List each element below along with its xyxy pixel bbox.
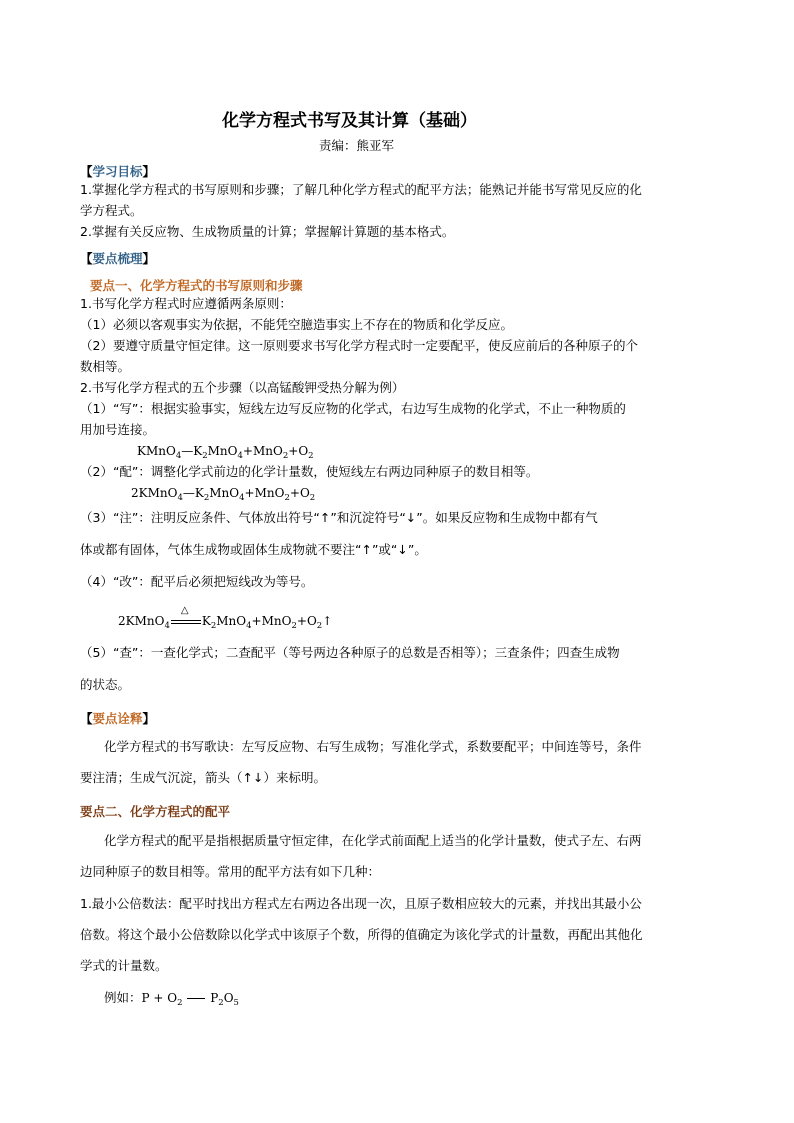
points-heading: 【要点梳理】 [80, 251, 156, 266]
step-3: （3）“注”：注明反应条件、气体放出符号“↑”和沉淀符号“↓”。如果反应物和生成物中都有气 [80, 510, 598, 525]
goals-line-1: 1.掌握化学方程式的书写原则和步骤；了解几种化学方程式的配平方法；能熟记并能书写常见反应的化 [80, 182, 642, 197]
explain-line-1: 化学方程式的书写歌诀：左写反应物、右写生成物；写准化学式，系数要配平；中间连等号，条件 [104, 739, 642, 754]
step-1: （1）“写”：根据实验事实，短线左边写反应物的化学式，右边写生成物的化学式，不止一种物质的 [80, 401, 626, 416]
step-3-cont: 体或都有固体，气体生成物或固体生成物就不要注“↑”或“↓”。 [80, 542, 427, 557]
goals-line-3: 2.掌握有关反应物、生成物质量的计算；掌握解计算题的基本格式。 [80, 224, 455, 239]
steps-intro: 2.书写化学方程式的五个步骤（以高锰酸钾受热分解为例） [80, 380, 405, 395]
explain-heading: 【要点诠释】 [80, 711, 156, 726]
goals-line-2: 学方程式。 [80, 203, 143, 218]
editor-line: 责编：熊亚军 [319, 138, 395, 153]
step-1-cont: 用加号连接。 [80, 422, 156, 437]
heat-symbol: △ [180, 604, 189, 616]
equals-sign [171, 604, 201, 628]
balance-line-3: 1.最小公倍数法：配平时找出方程式左右两边各出现一次，且原子数相应较大的元素，并找出其最小公 [80, 896, 642, 911]
points-label: 要点梳理 [92, 251, 143, 266]
goals-label: 学习目标 [92, 164, 143, 179]
principle-2: （2）要遵守质量守恒定律。这一原则要求书写化学方程式时一定要配平，使反应前后的各种原子的个 [80, 338, 638, 353]
balance-line-2: 边同种原子的数目相等。常用的配平方法有如下几种： [80, 864, 381, 879]
section-heading-2: 要点二、化学方程式的配平 [80, 804, 231, 819]
explain-line-2: 要注清；生成气沉淀，箭头（↑↓）来标明。 [80, 770, 326, 785]
balance-line-1: 化学方程式的配平是指根据质量守恒定律，在化学式前面配上适当的化学计量数，使式子左、右两 [104, 833, 642, 848]
principle-1: （1）必须以客观事实为依据，不能凭空臆造事实上不存在的物质和化学反应。 [80, 317, 513, 332]
example-line [104, 990, 239, 1008]
formula-write: $KMnO_4—K_2MnO_4+MnO_2+O_2$ [137, 444, 314, 461]
gas-arrow: ↑ [322, 614, 333, 628]
goals-heading: 【学习目标】 [80, 164, 156, 179]
page-title: 化学方程式书写及其计算（基础） [222, 111, 477, 131]
step-5-cont: 的状态。 [80, 677, 131, 692]
step-2: （2）“配”：调整化学式前边的化学计量数，使短线左右两边同种原子的数目相等。 [80, 464, 539, 479]
formula-final: 2KMnO$_4$ △ $K_2MnO_4+MnO_2+O_2↑$ [118, 604, 333, 631]
balance-line-5: 学式的计量数。 [80, 958, 168, 973]
explain-label: 要点诠释 [92, 711, 143, 726]
balance-line-4: 倍数。将这个最小公倍数除以化学式中该原子个数，所得的值确定为该化学式的计量数，再配出其他化 [80, 927, 643, 942]
section-heading-1: 要点一、化学方程式的书写原则和步骤 [90, 278, 303, 293]
principles-intro: 1.书写化学方程式时应遵循两条原则： [80, 296, 292, 311]
formula-balance: $2KMnO_4—K_2MnO_4+MnO_2+O_2$ [131, 486, 316, 503]
step-5: （5）“查”：一查化学式；二查配平（等号两边各种原子的总数是否相等）；三查条件；四查生成物 [80, 645, 620, 660]
example-label: 例如： [104, 990, 142, 1005]
example-formula: $P + O_2$ $P_2O_5$ [141, 991, 239, 1008]
principle-2-cont: 数相等。 [80, 359, 131, 374]
step-4: （4）“改”：配平后必须把短线改为等号。 [80, 574, 314, 589]
